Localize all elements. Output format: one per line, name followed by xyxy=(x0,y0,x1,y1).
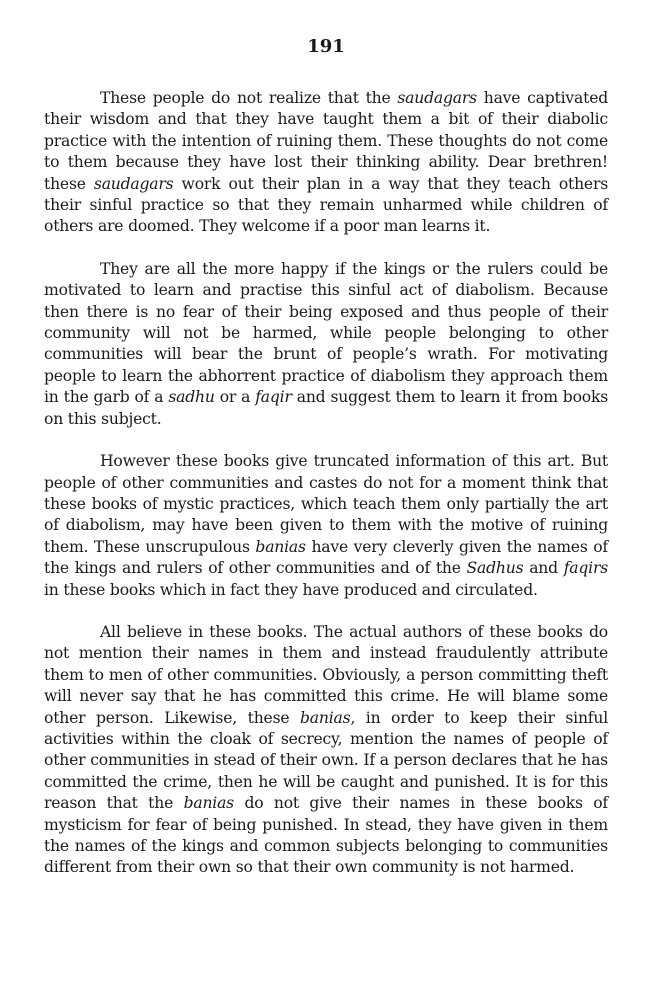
paragraph xyxy=(44,451,608,601)
text-run: and suggest them to learn it from books on this subject. xyxy=(44,388,608,428)
italic-term: faqirs xyxy=(563,559,608,578)
text-run: , in order to keep their sinful activities within the cloak of secrecy, mention the names of people of other communities in stead of their own. If a person declares that he has committed the crime, then he will be caught and punished. It is for this reason that the xyxy=(44,708,608,813)
paragraph xyxy=(44,259,608,430)
text-run: work out their plan in a way that they teach others their sinful practice so that they remain unharmed while children of others are doomed. They welcome if a poor man learns it. xyxy=(44,174,609,236)
italic-term: saudagars xyxy=(93,174,174,193)
text-run: do not give their names in these books of mysticism for fear of being punished. In stead, they have given in them the names of the kings and common subjects belonging to communities different from their own so that their own community is not harmed. xyxy=(44,794,609,877)
text-run: All believe in these books. The actual authors of these books do not mention their names in them and instead fraudulently attribute them to men of other communities. Obviously, a person committing theft will never say that he has committed this crime. He will blame some other person. Likewise, these xyxy=(44,622,608,727)
text-run: have very cleverly given the names of the kings and rulers of other communities and of the xyxy=(44,537,609,578)
italic-term: sadhu xyxy=(168,388,215,407)
body-text xyxy=(44,88,608,879)
italic-term: saudagars xyxy=(397,89,477,107)
text-run: have captivated their wisdom and that they have taught them a bit of their diabolic practice with the intention of ruining them. These thoughts do not come to them because they have lost their thinking ability. Dear brethren! these xyxy=(44,89,608,193)
paragraph xyxy=(44,622,608,879)
text-run: and xyxy=(523,559,564,578)
text-run: or a xyxy=(214,388,256,407)
text-run: They are all the more happy if the kings or the rulers could be motivated to learn and practise this sinful act of diabolism. Because then there is no fear of their being exposed and thus people of their community will not be harmed, while people belonging to other communities will bear the brunt of people’s wrath. For motivating people to learn the abhorrent practice of diabolism they approach them in the garb of a xyxy=(44,259,608,407)
text-run: in these books which in fact they have produced and circulated. xyxy=(44,580,538,599)
italic-term: Sadhus xyxy=(466,559,524,578)
italic-term: faqir xyxy=(255,388,292,407)
paragraph xyxy=(44,88,608,238)
italic-term: banias xyxy=(255,537,306,556)
document-page xyxy=(44,36,608,900)
italic-term: banias xyxy=(300,708,351,727)
italic-term: banias xyxy=(183,794,234,813)
text-run: These people do not realize that the xyxy=(100,89,398,107)
page-number: 191 xyxy=(307,36,345,57)
text-run: However these books give truncated information of this art. But people of other communities and castes do not for a moment think that these books of mystic practices, which teach them only partially the art of diabolism, may have been given to them with the motive of ruining them. These unscrupulous xyxy=(44,452,608,556)
